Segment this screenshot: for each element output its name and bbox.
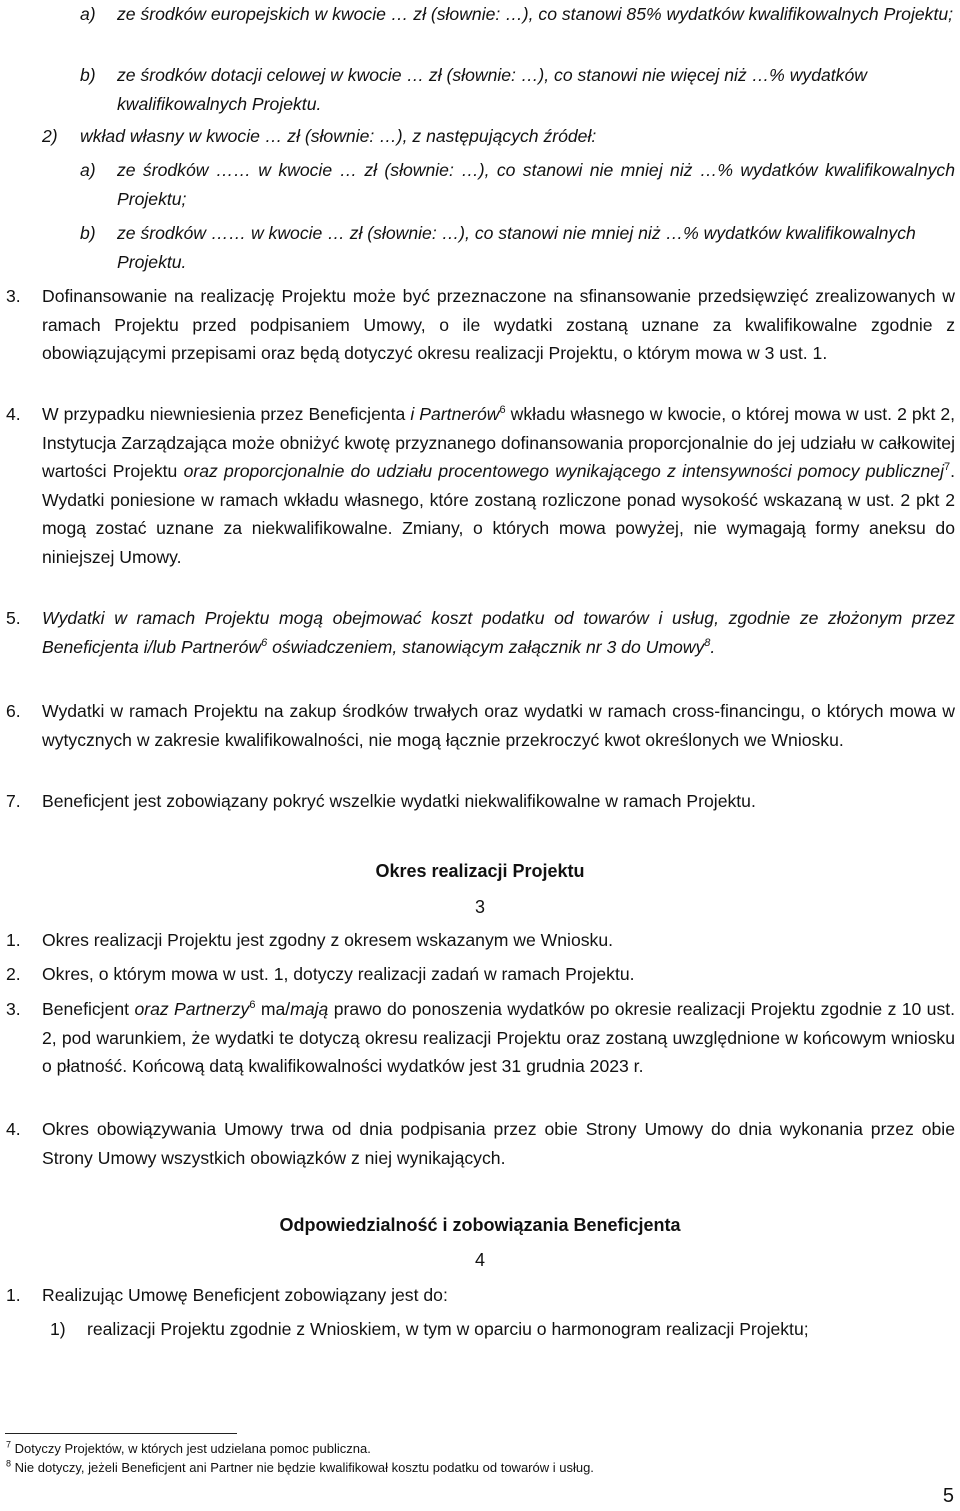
list-label: a)	[80, 4, 96, 24]
page-number: 5	[942, 1485, 954, 1507]
paragraph-number: 6.	[6, 701, 21, 721]
section-heading: Odpowiedzialność i zobowiązania Beneficjenta	[279, 1215, 681, 1235]
section-number: 3	[474, 897, 485, 917]
section-heading: Okres realizacji Projektu	[375, 861, 585, 881]
paragraph-number: 5.	[6, 608, 21, 628]
paragraph-7: Beneficjent jest zobowiązany pokryć wszelkie wydatki niekwalifikowalne w ramach Projektu.	[42, 791, 756, 811]
paragraph-4: W przypadku niewniesienia przez Beneficjenta i Partnerów$^6$ wkładu własnego w kwocie, o której mowa w ust. 2 pkt 2, Instytucja Zarządzająca może obniżyć kwotę przyznanego dofinansowania proporcjonalnie do jej udziału w całkowitej wartości Projektu oraz proporcjonalnie do udziału procentowego wynikającego z intensywności pomocy publicznej$^7$. Wydatki poniesione w ramach wkładu własnego, które zostaną rozliczone ponad wysokość wskazaną w ust. 2 pkt 2 mogą zostać uznane za niekwalifikowalne. Zmiany, o których mowa powyżej, nie wymagają formy aneksu do niniejszej Umowy.	[42, 404, 956, 567]
paragraph-number: 1.	[6, 930, 21, 950]
footnote-8: $^8$ Nie dotyczy, jeżeli Beneficjent ani Partner nie będzie kwalifikował kosztu podatku od towarów i usług.	[6, 1458, 594, 1475]
sec4-item-1: realizacji Projektu zgodnie z Wnioskiem, w tym w oparciu o harmonogram realizacji Projektu;	[87, 1319, 809, 1339]
paragraph-number: 4.	[6, 1119, 21, 1139]
list-label: a)	[80, 160, 96, 180]
sec3-paragraph-2: Okres, o którym mowa w ust. 1, dotyczy realizacji zadań w ramach Projektu.	[42, 964, 635, 984]
paragraph-number: 7.	[6, 791, 21, 811]
paragraph-5: Wydatki w ramach Projektu mogą obejmować koszt podatku od towarów i usług, zgodnie ze złożonym przez Beneficjenta i/lub Partnerów$^6$ oświadczeniem, stanowiącym załącznik nr 3 do Umowy$^8$.	[42, 608, 955, 657]
paragraph-number: 1.	[6, 1285, 21, 1305]
own-contribution-intro: wkład własny w kwocie … zł (słownie: …), z następujących źródeł:	[80, 126, 597, 146]
list-item-eu-funds: ze środków europejskich w kwocie … zł (słownie: …), co stanowi 85% wydatków kwalifikowalnych Projektu;	[117, 4, 954, 24]
paragraph-number: 3.	[6, 286, 21, 306]
paragraph-3: Dofinansowanie na realizację Projektu może być przeznaczone na sfinansowanie przedsięwzięć zrealizowanych w ramach Projektu przed podpisaniem Umowy, o ile wydatki zostaną uznane za kwalifikowalne zgodnie z obowiązującymi przepisami oraz będą dotyczyć okresu realizacji Projektu, o którym mowa w 3 ust. 1.	[42, 286, 955, 364]
footnote-separator	[5, 1433, 237, 1434]
footnote-7: $^7$ Dotyczy Projektów, w których jest udzielana pomoc publiczna.	[6, 1439, 371, 1456]
paragraph-6: Wydatki w ramach Projektu na zakup środków trwałych oraz wydatki w ramach cross-financingu, o których mowa w wytycznych w zakresie kwalifikowalności, nie mogą łącznie przekroczyć kwot określonych we Wniosku.	[42, 701, 955, 750]
sec4-paragraph-1: Realizując Umowę Beneficjent zobowiązany jest do:	[42, 1285, 448, 1305]
list-label: 1)	[50, 1319, 66, 1339]
section-number: 4	[474, 1250, 485, 1270]
list-label: b)	[80, 223, 96, 243]
own-contribution-source-a: ze środków …… w kwocie … zł (słownie: …), co stanowi nie mniej niż …% wydatków kwalifikowalnych Projektu;	[117, 160, 955, 209]
own-contribution-source-b: ze środków …… w kwocie … zł (słownie: …), co stanowi nie mniej niż …% wydatków kwalifikowalnych Projektu.	[117, 223, 916, 272]
sec3-paragraph-3: Beneficjent oraz Partnerzy$^6$ ma/mają prawo do ponoszenia wydatków po okresie realizacji Projektu zgodnie z 10 ust. 2, pod warunkiem, że wydatki te dotyczą okresu realizacji Projektu oraz zostaną uwzględnione w końcowym wniosku o płatność. Końcową datą kwalifikowalności wydatków jest 31 grudnia 2023 r.	[42, 999, 956, 1077]
list-item-targeted-grant: ze środków dotacji celowej w kwocie … zł (słownie: …), co stanowi nie więcej niż …% wydatków kwalifikowalnych Projektu.	[117, 65, 867, 114]
sec3-paragraph-4: Okres obowiązywania Umowy trwa od dnia podpisania przez obie Strony Umowy do dnia wykonania przez obie Strony Umowy wszystkich obowiązków z niej wynikających.	[42, 1119, 955, 1168]
paragraph-number: 2.	[6, 964, 21, 984]
paragraph-number: 3.	[6, 999, 21, 1019]
paragraph-number: 4.	[6, 404, 21, 424]
list-label: 2)	[42, 126, 58, 146]
list-label: b)	[80, 65, 96, 85]
sec3-paragraph-1: Okres realizacji Projektu jest zgodny z okresem wskazanym we Wniosku.	[42, 930, 614, 950]
